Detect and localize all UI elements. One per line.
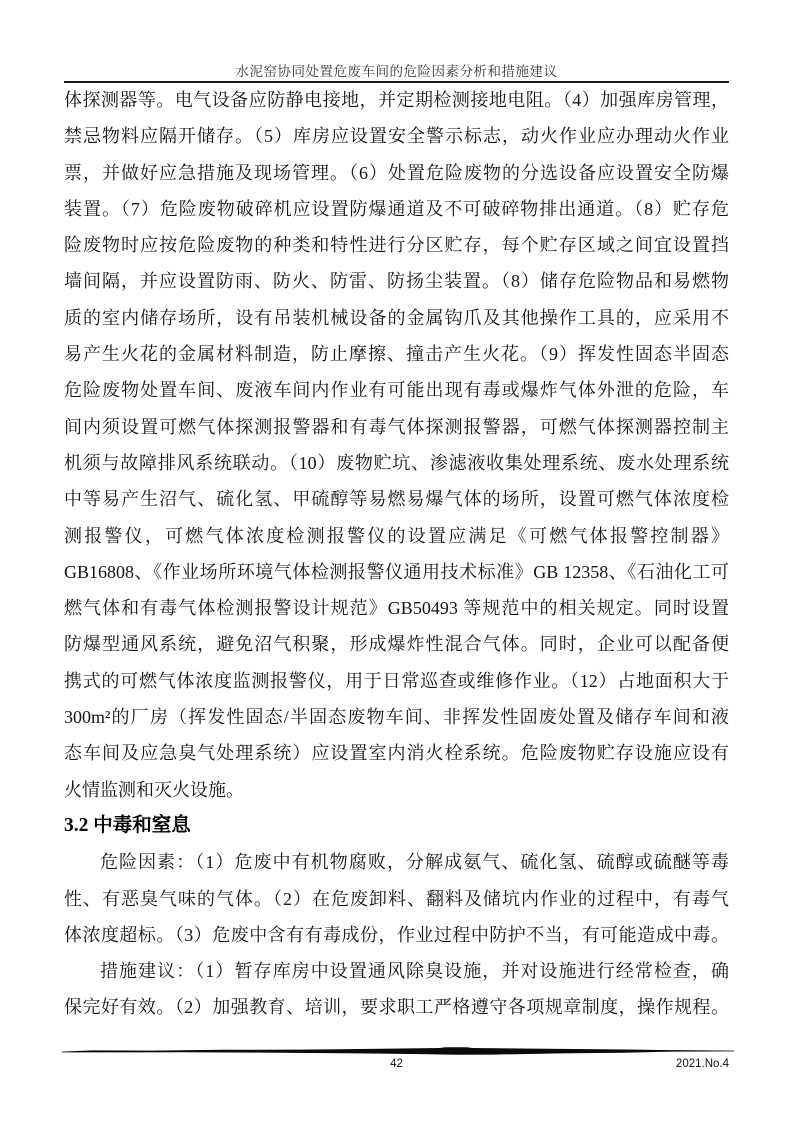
body-text-line: 危险废物处置车间、废液车间内作业有可能出现有毒或爆炸气体外泄的危险，车 — [64, 380, 729, 401]
body-text-line: 墙间隔，并应设置防雨、防火、防雷、防扬尘装置。（8）储存危险物品和易燃物 — [64, 271, 729, 292]
body-text-line: 装置。（7）危险废物破碎机应设置防爆通道及不可破碎物排出通道。（8）贮存危 — [64, 198, 729, 219]
body-text-line: 易产生火花的金属材料制造，防止摩擦、撞击产生火花。（9）挥发性固态半固态 — [64, 344, 729, 365]
body-text-line: 机须与故障排风系统联动。（10）废物贮坑、渗滤液收集处理系统、废水处理系统 — [64, 452, 729, 473]
body-text-line: 体浓度超标。（3）危废中含有有毒成份，作业过程中防护不当，有可能造成中毒。 — [64, 924, 729, 945]
body-text-line: 禁忌物料应隔开储存。（5）库房应设置安全警示标志，动火作业应办理动火作业 — [64, 126, 729, 147]
body-text-line: GB16808、《作业场所环境气体检测报警仪通用技术标准》GB 12358、《石油化工可 — [64, 561, 729, 582]
body-text-line: 体探测器等。电气设备应防静电接地，并定期检测接地电阻。（4）加强库房管理， — [64, 90, 729, 110]
body-text-line: 态车间及应急臭气处理系统）应设置室内消火栓系统。危险废物贮存设施应设有 — [64, 743, 729, 764]
body-text-line: 危险因素：（1）危废中有机物腐败，分解成氨气、硫化氢、硫醇或硫醚等毒 — [100, 852, 729, 873]
section-heading: 3.2 中毒和窒息 — [64, 814, 191, 836]
body-text-line: 票，并做好应急措施及现场管理。（6）处置危险废物的分选设备应设置安全防爆 — [64, 162, 729, 183]
issue-label: 2021.No.4 — [675, 1058, 729, 1070]
body-text-line: 间内须设置可燃气体探测报警器和有毒气体探测报警器，可燃气体探测器控制主 — [64, 416, 729, 437]
running-header-title: 水泥窑协同处置危废车间的危险因素分析和措施建议 — [235, 64, 558, 79]
body-text-line: 测报警仪，可燃气体浓度检测报警仪的设置应满足《可燃气体报警控制器》 — [64, 525, 729, 546]
footer-divider — [62, 1047, 734, 1057]
body-text-line: 质的室内储存场所，设有吊装机械设备的金属钩爪及其他操作工具的，应采用不 — [64, 307, 729, 328]
body-text-line: 中等易产生沼气、硫化氢、甲硫醇等易燃易爆气体的场所，设置可燃气体浓度检 — [64, 489, 729, 510]
body-text-line: 措施建议：（1）暂存库房中设置通风除臭设施，并对设施进行经常检查，确 — [100, 961, 729, 982]
body-text-line: 300m²的厂房（挥发性固态/半固态废物车间、非挥发性固废处置及储存车间和液 — [64, 707, 729, 728]
body-text-line: 防爆型通风系统，避免沼气积聚，形成爆炸性混合气体。同时，企业可以配备便 — [64, 634, 729, 655]
body-text-line: 火情监测和灭火设施。 — [64, 779, 244, 800]
body-text — [64, 82, 729, 1026]
body-text-line: 携式的可燃气体浓度监测报警仪，用于日常巡查或维修作业。（12）占地面积大于 — [64, 670, 729, 691]
body-text-line: 保完好有效。（2）加强教育、培训，要求职工严格遵守各项规章制度，操作规程。 — [64, 997, 729, 1018]
body-text-line: 险废物时应按危险废物的种类和特性进行分区贮存，每个贮存区域之间宜设置挡 — [64, 235, 729, 256]
body-text-line: 性、有恶臭气味的气体。（2）在危废卸料、翻料及储坑内作业的过程中，有毒气 — [64, 888, 729, 909]
body-text-line: 燃气体和有毒气体检测报警设计规范》GB50493 等规范中的相关规定。同时设置 — [64, 598, 729, 619]
page-number: 42 — [390, 1058, 403, 1070]
footer — [64, 1058, 729, 1074]
